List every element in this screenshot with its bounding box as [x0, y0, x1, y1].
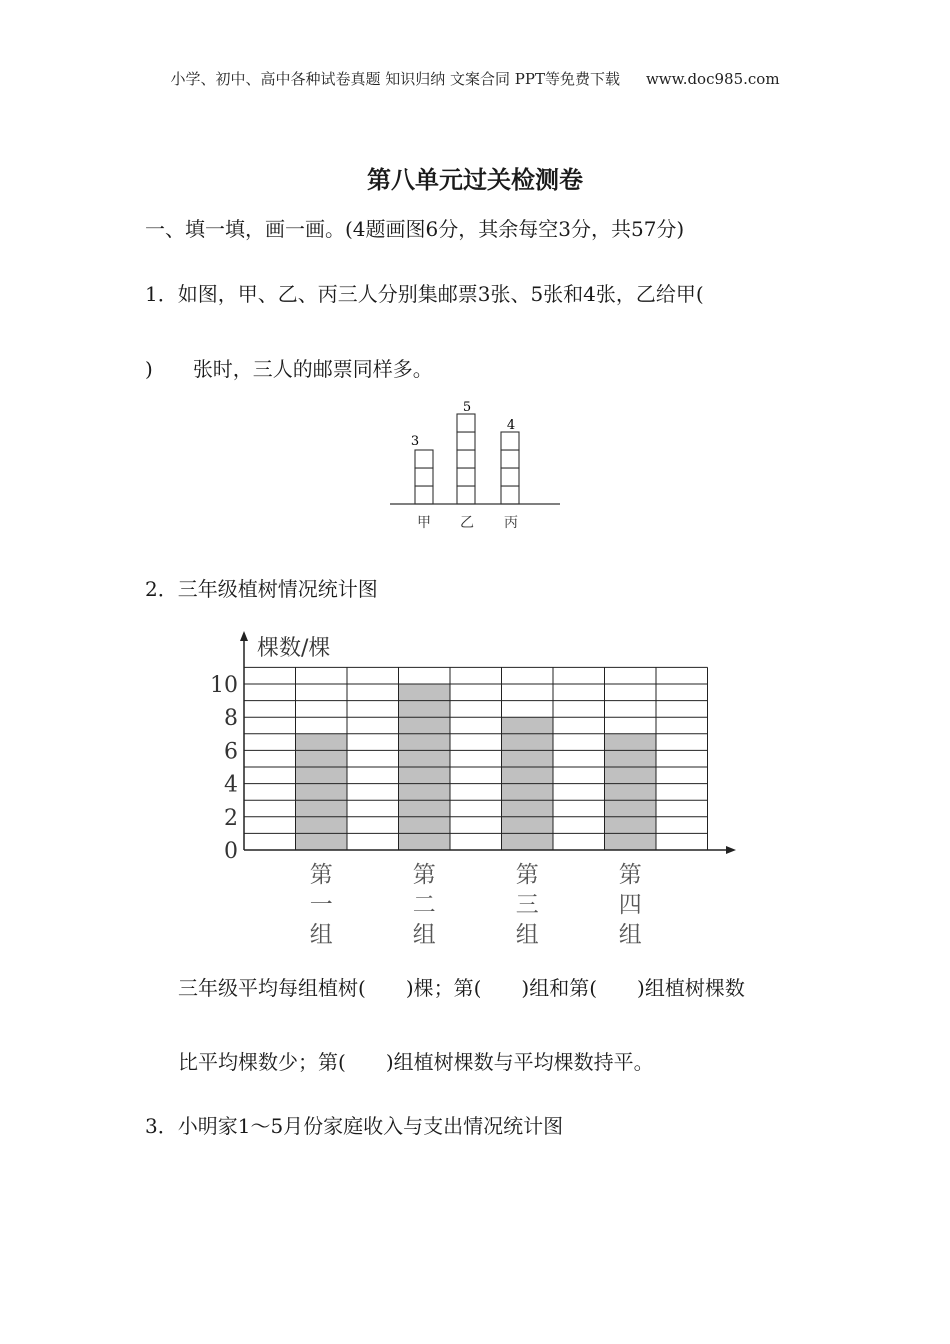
stamp-cell [457, 468, 475, 486]
x-category-label: 四 [618, 892, 642, 918]
y-tick-label: 2 [224, 805, 238, 831]
x-category-label: 第 [618, 862, 642, 888]
q2-text-line1 [178, 972, 745, 1001]
stamp-cell [501, 486, 519, 504]
q1-line2-text: 张时，三人的邮票同样多。 [192, 357, 433, 381]
q2-l2-part-b: )组植树棵数与平均棵数持平。 [385, 1050, 654, 1074]
y-axis-title: 棵数/棵 [257, 636, 331, 661]
x-category-label: 第 [515, 862, 539, 888]
name-label-jia: 甲 [417, 515, 431, 531]
q2-text-line2 [178, 1046, 654, 1075]
q2-l1-part-b: )棵；第( [405, 976, 482, 1000]
q2-l2-part-a: 比平均棵数少；第( [178, 1050, 346, 1074]
y-tick-label: 10 [210, 673, 238, 698]
stamp-cell [501, 432, 519, 450]
q2-l1-part-c: )组和第( [521, 976, 598, 1000]
stamp-cell [415, 450, 433, 468]
count-label-bing: 4 [506, 418, 516, 433]
q2-l1-part-d: )组植树棵数 [637, 976, 745, 1000]
stamp-cell [501, 450, 519, 468]
chart-x-labels [310, 862, 642, 948]
stamp-stacks [415, 414, 519, 504]
bar-4 [605, 734, 657, 850]
x-category-label: 第 [309, 862, 333, 888]
q2-title: 2．三年级植树情况统计图 [145, 577, 378, 601]
q1-answer-paren: ) [145, 357, 153, 381]
name-label-yi: 乙 [460, 515, 474, 531]
header-text: 小学、初中、高中各种试卷真题 知识归纳 文案合同 PPT等免费下载 [170, 70, 620, 88]
x-category-label: 第 [412, 862, 436, 888]
q2-l1-part-a: 三年级平均每组植树( [178, 976, 366, 1000]
x-axis-arrow [726, 846, 736, 854]
stamps-figure [385, 395, 565, 535]
stamp-cell [415, 468, 433, 486]
header-site-url[interactable]: www.doc985.com [645, 70, 780, 88]
y-axis-arrow [240, 631, 248, 641]
y-tick-label: 6 [224, 739, 238, 765]
q1-line2 [145, 353, 433, 382]
name-label-bing: 丙 [504, 515, 518, 531]
q3-title: 3．小明家1～5月份家庭收入与支出情况统计图 [145, 1114, 564, 1138]
x-category-label: 一 [309, 892, 333, 918]
stamp-cell [457, 486, 475, 504]
page-header [0, 68, 950, 89]
count-label-jia: 3 [410, 434, 420, 449]
bar-1 [296, 734, 348, 850]
document-title: 第八单元过关检测卷 [367, 166, 583, 194]
y-tick-label: 8 [224, 706, 238, 732]
stamp-cell [457, 414, 475, 432]
chart-y-ticks [210, 673, 238, 864]
y-tick-label: 4 [224, 772, 238, 798]
x-category-label: 二 [412, 892, 436, 918]
x-category-label: 组 [618, 922, 642, 948]
q1-line1: 1．如图，甲、乙、丙三人分别集邮票3张、5张和4张，乙给甲( [145, 282, 704, 306]
planting-bar-chart [205, 628, 745, 948]
x-category-label: 组 [309, 922, 333, 948]
count-label-yi: 5 [462, 400, 472, 415]
x-category-label: 三 [515, 892, 539, 918]
stamp-cell [457, 432, 475, 450]
x-category-label: 组 [412, 922, 436, 948]
x-category-label: 组 [515, 922, 539, 948]
stamp-cell [415, 486, 433, 504]
stamp-cell [501, 468, 519, 486]
y-tick-label: 0 [224, 839, 238, 864]
stamp-cell [457, 450, 475, 468]
section-heading: 一、填一填，画一画。(4题画图6分，其余每空3分，共57分) [145, 217, 685, 241]
